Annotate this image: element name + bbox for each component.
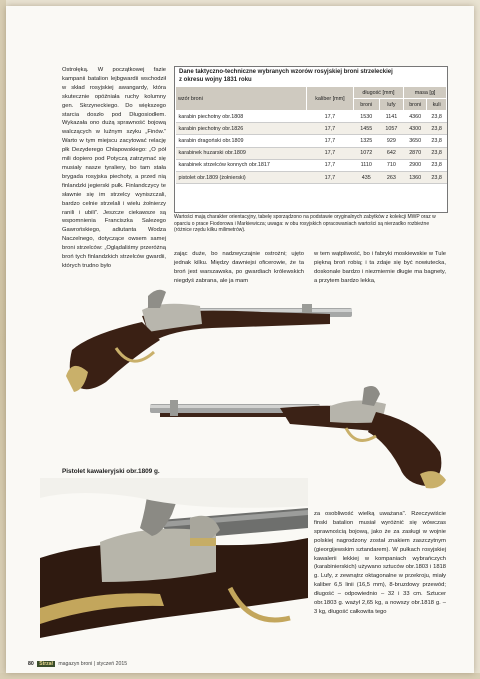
col-sub-barrel: lufy [379,99,403,111]
cell-caliber: 17,7 [307,111,354,123]
cell-caliber: 17,7 [307,159,354,171]
col-header-caliber: kaliber [mm] [307,87,354,111]
col-header-weapon: wzór broni [176,87,307,111]
left-text-column [62,66,166,271]
bottom-text-column [314,510,446,617]
table-title-line-2: z okresu wojny 1831 roku [179,76,252,83]
table-row [176,135,447,147]
cell-name: karabin piechotny obr.1808 [176,111,307,123]
table-row [176,111,447,123]
cell-name: karabinek strzelców konnych obr.1817 [176,159,307,171]
col-sub-weapon-mass: broni [404,99,427,111]
cell-caliber: 17,7 [307,135,354,147]
cell-ball: 23,8 [427,135,447,147]
issue-date: styczeń 2015 [96,661,128,667]
bottom-paragraph: za osobliwość wielką uważana". Rzeczywiście finski batalion musiał wyróżnić się wówczas sprawnością bojową, jako że za zasługi w wojnie polskiej nagrodzony został znakiem zaszczytnym (gieorgijewskim sztandarem). W pułkach rosyjskiej kawalerii lekkiej w kompaniach wybrańczych (karabinierskich) używano sztuców obr.1803 i 1818 g. Lufy, z zewnątrz oktagonalne w przekroju, miały kaliber 6,5 linii (16,5 mm), 8-bruzdowy przewód; długość – odpowiednio – 32 i 33 cm. Sztucer obr.1803 g. ważył 2,65 kg, a nowszy obr.1818 g. – 3 kg, długość całkowita tego [314,511,446,615]
cell-name: karabin piechotny obr.1826 [176,123,307,135]
spec-table-box [174,66,448,213]
col-header-mass: masa [g] [404,87,447,99]
table-row [176,147,447,159]
table-row [176,123,447,135]
cell-mass: 4360 [404,111,427,123]
cell-length: 1110 [353,159,379,171]
cell-length: 435 [353,171,379,183]
cell-mass: 1360 [404,171,427,183]
cell-ball: 23,8 [427,123,447,135]
magazine-name: magazyn broni [58,661,93,667]
left-paragraph: Ostrołęką. W początkowej fazie kampanii batalion lejbgwardii wschodził w skład rosyjskiej awangardy, która skutecznie opóźniała ruchy kolumny gen. Skrzyneckiego. Do większego starcia doszło pod Długosiodłem. Wykazała ono dużą sprawność bojową walczących w luźnym szyku „Finów.” Warto w tym miejscu zacytować relację płk Dezyderego Chłapowskiego: „O pół mili dopiero pod Potyczą zatrzymać się musiały nasze tyraliery, bo tam stała brygada rosyjska piechoty, a przed nią finlandzki jegierski pułk. Finlandczycy te sławnie się im strzelcy wyniszczali, bardzo celnie strzelali i wielu żołnierzy ranili i ubili”. Jeszcze ciekawsze są wspomnienia Franciszka Salezego Gawrońskiego, adiutanta Wodza Naczelnego, dotyczące owsem samej broni strzelców: „Oglądaliśmy przeróżną broń tych finlandzkich strzelców gwardii, których trudno było [62,67,166,269]
col-sub-weapon-length: broni [353,99,379,111]
table-note: Wartości mają charakter orientacyjny, tabelę sporządzono na podstawie oryginalnych zabytków z kolekcji MWP oraz w oparciu o prace Fiodorowa i Markiewicza; uwaga: w obu rosyjskich opracowaniach wartości są nierzadko rozbieżne (różnice rzędu kilku milimetrów). [174,214,436,234]
cell-caliber: 17,7 [307,171,354,183]
spec-table [175,86,447,184]
photo-caption: Pistolet kawaleryjski obr.1809 g. [62,468,160,475]
magazine-logo: Strzał [39,661,53,667]
pistol-photo-middle [150,382,450,492]
cell-ball: 23,8 [427,159,447,171]
pistol-lock-closeup-photo [40,478,308,650]
col-header-length: długość [mm] [353,87,403,99]
right-paragraph: w tem wątpliwość, bo i fabryki moskiewskie w Tule piękną broń robią; i ta zdaje się być nowiutecka, doskonale bardzo i niezmiernie długie ma bagnety, a przytem bardzo lekka, [314,251,446,284]
cell-name: karabinek huzarski obr.1809 [176,147,307,159]
cell-mass: 3650 [404,135,427,147]
page-number: 80 [28,661,34,667]
cell-mass: 2870 [404,147,427,159]
table-row [176,171,447,183]
page-footer: 80 Strzał magazyn broni | styczeń 2015 [28,661,128,667]
table-title-line-1: Dane taktyczno-techniczne wybranych wzorów rosyjskiej broni strzeleckiej [179,69,393,75]
pistol-photo-top [62,278,352,398]
cell-length: 1455 [353,123,379,135]
cell-mass: 4300 [404,123,427,135]
cell-name: karabin dragoński obr.1809 [176,135,307,147]
cell-ball: 23,8 [427,147,447,159]
table-title [175,67,447,86]
middle-paragraph: zając duże, bo nadzwyczajnie ostrożni; ujęto jednak kilku. Między dawniejsi oficerowie, że ta broń jest warszawska, po gwardiach królewskich niegdyś zabrana, ale ja mam [174,251,304,284]
table-row [176,159,447,171]
cell-barrel: 929 [379,135,403,147]
cell-barrel: 263 [379,171,403,183]
page-backdrop-bottom [0,673,480,679]
cell-barrel: 1141 [379,111,403,123]
cell-ball: 23,8 [427,111,447,123]
cell-mass: 2900 [404,159,427,171]
cell-barrel: 710 [379,159,403,171]
cell-length: 1072 [353,147,379,159]
cell-ball: 23,8 [427,171,447,183]
cell-barrel: 1057 [379,123,403,135]
cell-barrel: 642 [379,147,403,159]
col-sub-ball: kuli [427,99,447,111]
cell-caliber: 17,7 [307,147,354,159]
cell-length: 1325 [353,135,379,147]
cell-length: 1530 [353,111,379,123]
cell-name: pistolet obr.1809 (żołnierski) [176,171,307,183]
cell-caliber: 17,7 [307,123,354,135]
